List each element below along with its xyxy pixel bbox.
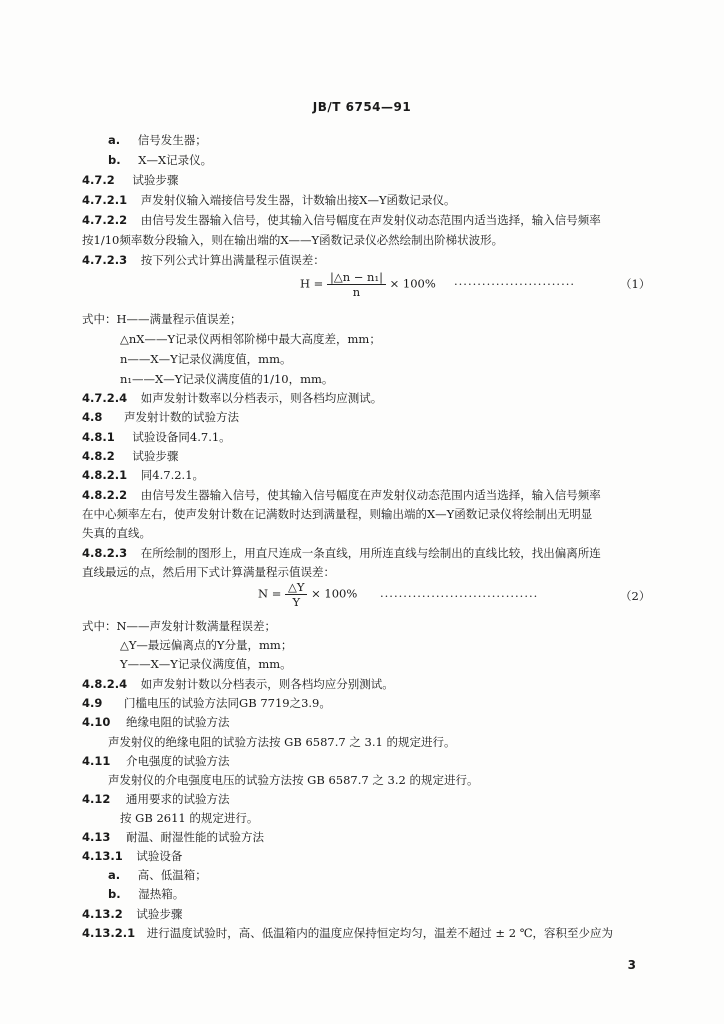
section-number: 4.7.2.1 [82, 193, 128, 207]
section-title: 介电强度的试验方法 [126, 754, 230, 768]
section-number: 4.8 [82, 410, 103, 424]
section-heading-4-11 [82, 754, 230, 769]
section-heading-4-13-2 [82, 907, 182, 922]
paragraph-continuation: 在中心频率左右，使声发射计数在记满数时达到满量程，则输出端的X—Y函数记录仪将绘制出无明显 [82, 507, 593, 521]
section-number: 4.11 [82, 754, 111, 768]
section-title: 试验设备 [136, 849, 183, 863]
section-title: 试验步骤 [136, 907, 183, 921]
list-text: 高、低温箱； [137, 868, 207, 882]
formula-denominator: Y [292, 595, 301, 609]
list-item-b [108, 887, 184, 902]
formula-denominator: n [352, 285, 361, 299]
section-number: 4.7.2.4 [82, 391, 128, 405]
section-number: 4.13 [82, 830, 111, 844]
section-number: 4.8.2 [82, 449, 115, 463]
where-line: 式中：H——满量程示值误差； [82, 312, 242, 326]
paragraph-4-8-1 [82, 430, 231, 445]
where-line: 式中：N——声发射计数满量程误差； [82, 619, 277, 633]
formula-numerator: △Y [285, 580, 307, 595]
section-number: 4.13.1 [82, 849, 123, 863]
section-number: 4.13.2 [82, 907, 123, 921]
section-number: 4.13.2.1 [82, 926, 136, 940]
equation-number: （2） [620, 589, 651, 603]
standard-header: JB/T 6754—91 [312, 100, 412, 114]
section-number: 4.8.2.4 [82, 677, 128, 691]
where-line: Y——X—Y记录仪满度值，mm。 [120, 657, 292, 671]
section-heading-4-8 [82, 410, 239, 425]
paragraph-text: 声发射仪输入端接信号发生器，计数输出接X—Y函数记录仪。 [140, 193, 456, 207]
list-text: X—X记录仪。 [138, 153, 213, 167]
section-number: 4.10 [82, 715, 111, 729]
paragraph-4-8-2-4 [82, 677, 394, 692]
paragraph-continuation: 失真的直线。 [82, 526, 151, 540]
section-title: 试验步骤 [132, 173, 179, 187]
section-number: 4.7.2 [82, 173, 115, 187]
paragraph-4-8-2-1 [82, 468, 204, 483]
paragraph-text: 由信号发生器输入信号，使其输入信号幅度在声发射仪动态范围内适当选择，输入信号频率 [140, 213, 601, 227]
where-line: n——X—Y记录仪满度值，mm。 [120, 352, 292, 366]
paragraph-text: 进行温度试验时，高、低温箱内的温度应保持恒定均匀，温差不超过 ± 2 ℃，容积至少应为 [146, 926, 614, 940]
section-title: 试验步骤 [132, 449, 179, 463]
paragraph-4-7-2-4 [82, 391, 382, 406]
page-number: 3 [627, 958, 636, 972]
paragraph-text: 由信号发生器输入信号，使其输入信号幅度在声发射仪动态范围内适当选择，输入信号频率 [140, 488, 601, 502]
section-heading-4-12 [82, 792, 230, 807]
section-heading-4-13-1 [82, 849, 182, 864]
paragraph-4-7-2-3 [82, 253, 325, 268]
formula-rhs: × 100% [311, 586, 358, 601]
where-line: △nX——Y记录仪两相邻阶梯中最大高度差，mm； [120, 332, 381, 346]
section-heading-4-7-2 [82, 173, 178, 188]
list-label: b. [108, 887, 121, 901]
formula-fraction [327, 270, 386, 299]
section-number: 4.12 [82, 792, 111, 806]
list-label: a. [108, 868, 121, 882]
formula-fraction [285, 580, 307, 609]
formula-rhs: × 100% [389, 276, 436, 291]
section-title: 耐温、耐湿性能的试验方法 [126, 830, 265, 844]
paragraph-text: 如声发射计数率以分档表示，则各档均应测试。 [140, 391, 383, 405]
paragraph-4-8-2-2 [82, 488, 601, 503]
paragraph-text: 同4.7.2.1。 [140, 468, 205, 482]
paragraph-4-7-2-1 [82, 193, 456, 208]
section-number: 4.8.1 [82, 430, 115, 444]
paragraph-4-7-2-2 [82, 213, 601, 228]
section-title: 绝缘电阻的试验方法 [126, 715, 230, 729]
paragraph-text: 如声发射计数以分档表示，则各档均应分别测试。 [140, 677, 394, 691]
section-number: 4.8.2.2 [82, 488, 128, 502]
paragraph-continuation: 按1/10频率数分段输入，则在输出端的X——Y函数记录仪必然绘制出阶梯状波形。 [82, 233, 504, 247]
section-heading-4-13 [82, 830, 264, 845]
leader-dots: ·························· [454, 277, 576, 291]
list-text: 湿热箱。 [138, 887, 185, 901]
section-title: 门槛电压的试验方法同GB 7719之3.9。 [124, 696, 331, 710]
formula-1 [300, 270, 436, 299]
list-item-a [108, 868, 207, 883]
paragraph-text: 在所绘制的图形上，用直尺连成一条直线，用所连直线与绘制出的直线比较，找出偏离所连 [140, 546, 601, 560]
paragraph-text: 按下列公式计算出满量程示值误差： [140, 253, 325, 267]
section-number: 4.9 [82, 696, 103, 710]
section-heading-4-10 [82, 715, 230, 730]
section-number: 4.7.2.3 [82, 253, 128, 267]
paragraph-4-8-2-3 [82, 546, 601, 561]
section-heading-4-8-2 [82, 449, 178, 464]
paragraph-text: 声发射仪的介电强度电压的试验方法按 GB 6587.7 之 3.2 的规定进行。 [108, 773, 479, 787]
paragraph-continuation: 直线最远的点，然后用下式计算满量程示值误差： [82, 565, 335, 579]
formula-lhs: N = [258, 586, 282, 601]
paragraph-text: 按 GB 2611 的规定进行。 [120, 811, 259, 825]
paragraph-text: 声发射仪的绝缘电阻的试验方法按 GB 6587.7 之 3.1 的规定进行。 [108, 735, 456, 749]
list-label: a. [108, 133, 121, 147]
section-number: 4.8.2.1 [82, 468, 128, 482]
list-text: 信号发生器； [137, 133, 207, 147]
equation-number: （1） [620, 277, 651, 291]
formula-numerator: |△n − n₁| [327, 270, 386, 285]
formula-2 [258, 580, 357, 609]
list-label: b. [108, 153, 121, 167]
where-line: △Y—最远偏离点的Y分量，mm； [120, 638, 293, 652]
section-title: 声发射计数的试验方法 [124, 410, 240, 424]
section-number: 4.7.2.2 [82, 213, 128, 227]
list-item-a [108, 133, 207, 148]
formula-lhs: H = [300, 276, 324, 291]
section-heading-4-9 [82, 696, 331, 711]
paragraph-4-13-2-1 [82, 926, 613, 941]
paragraph-text: 试验设备同4.7.1。 [132, 430, 231, 444]
section-title: 通用要求的试验方法 [126, 792, 230, 806]
list-item-b [108, 153, 212, 168]
leader-dots: ·································· [380, 589, 539, 603]
where-line: n₁——X—Y记录仪满度值的1/10，mm。 [120, 372, 334, 386]
section-number: 4.8.2.3 [82, 546, 128, 560]
